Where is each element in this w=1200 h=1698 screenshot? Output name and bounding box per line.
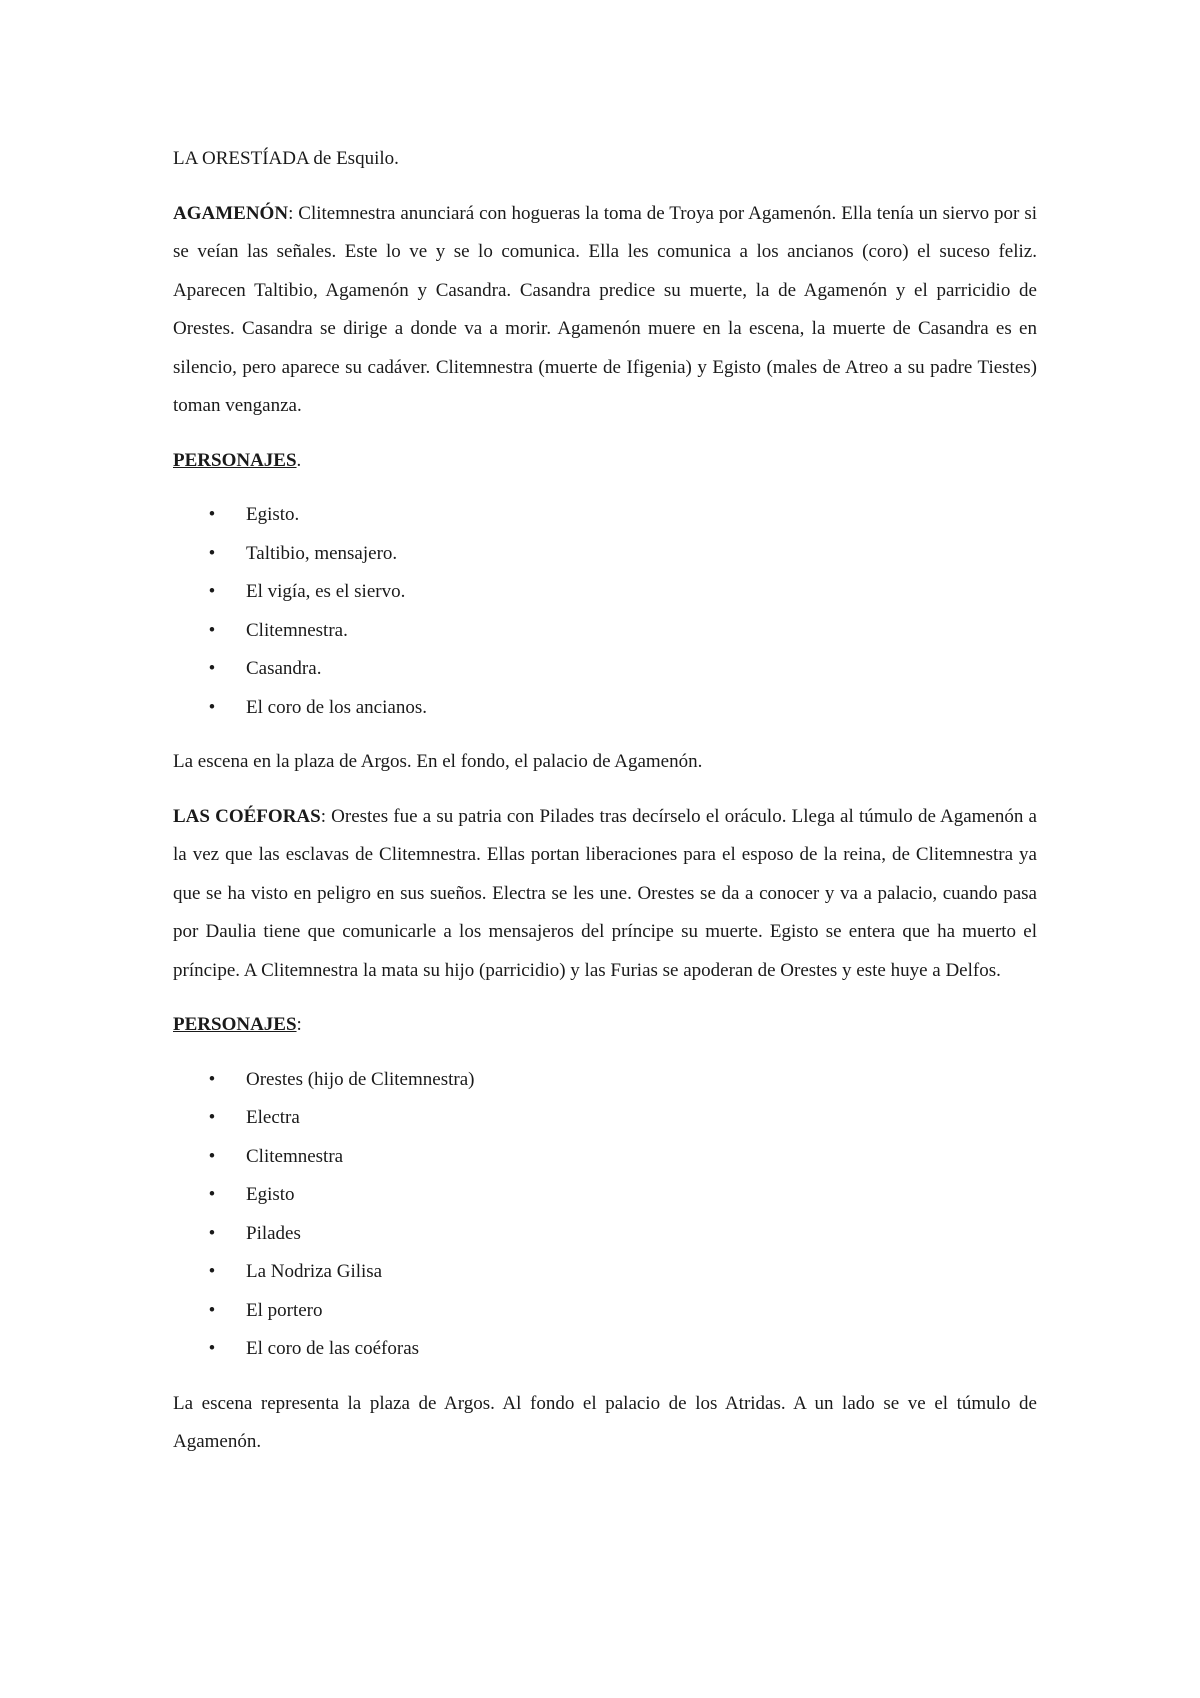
section-intro-agamenon: : Clitemnestra anunciará con hogueras la toma de Troya por Agamenón. Ella tenía un siervo por si se veían las señales. Este lo ve y se lo comunica. Ella les comunica a los ancianos (coro) el suceso feliz. Aparecen Taltibio, Agamenón y Casandra. Casandra predice su muerte, la de Agamenón y el parricidio de Orestes. Casandra se dirige a donde va a morir. Agamenón muere en la escena, la muerte de Casandra es en silencio, pero aparece su cadáver. Clitemnestra (muerte de Ifigenia) y Egisto (males de Atreo a su padre Tiestes) toman venganza. xyxy=(173,202,1037,416)
list-item xyxy=(173,573,1037,612)
document-title: LA ORESTÍADA de Esquilo. xyxy=(173,148,399,169)
character-name: El vigía, es el siervo. xyxy=(246,581,406,602)
scene-description-coeforas: La escena representa la plaza de Argos. Al fondo el palacio de los Atridas. A un lado se ve el túmulo de Agamenón. xyxy=(173,1392,1037,1452)
list-item xyxy=(173,1292,1037,1331)
character-name: Egisto. xyxy=(246,504,300,525)
list-item xyxy=(173,1176,1037,1215)
character-name: Taltibio, mensajero. xyxy=(246,542,398,564)
bullet-icon: • xyxy=(208,1261,216,1282)
list-item xyxy=(173,496,1037,535)
bullet-icon: • xyxy=(208,696,216,718)
characters-heading-row-coeforas xyxy=(173,1006,1037,1045)
character-name: Egisto xyxy=(246,1184,295,1205)
bullet-icon: • xyxy=(208,1145,216,1167)
scene-description-agamenon: La escena en la plaza de Argos. En el fondo, el palacio de Agamenón. xyxy=(173,751,703,772)
list-item xyxy=(173,1215,1037,1254)
character-name: El coro de las coéforas xyxy=(246,1338,420,1359)
character-name: Casandra. xyxy=(246,658,322,679)
character-name: Electra xyxy=(246,1107,300,1128)
characters-heading-punct-agamenon: . xyxy=(296,449,302,471)
section-intro-coeforas: : Orestes fue a su patria con Pilades tras decírselo el oráculo. Llega al túmulo de Agamenón a la vez que las esclavas de Clitemnestra. Ellas portan liberaciones para el esposo de la reina, de Clitemnestra ya que se ha visto en peligro en sus sueños. Electra se les une. Orestes se da a conocer y va a palacio, cuando pasa por Daulia tiene que comunicarle a los mensajeros del príncipe su muerte. Egisto se entera que ha muerto el príncipe. A Clitemnestra la mata su hijo (parricidio) y las Furias se apoderan de Orestes y este huye a Delfos. xyxy=(173,805,1037,981)
bullet-icon: • xyxy=(208,504,216,525)
character-name: Pilades xyxy=(246,1222,301,1244)
character-name: Clitemnestra xyxy=(246,1145,344,1167)
character-name: Orestes (hijo de Clitemnestra) xyxy=(246,1068,475,1090)
list-item xyxy=(173,1253,1037,1292)
list-item xyxy=(173,612,1037,651)
character-name: El coro de los ancianos. xyxy=(246,696,427,718)
bullet-icon: • xyxy=(208,1184,216,1205)
section-heading-coeforas: LAS COÉFORAS xyxy=(173,805,321,827)
list-item xyxy=(173,689,1037,728)
bullet-icon: • xyxy=(208,1068,216,1090)
list-item xyxy=(173,535,1037,574)
list-item xyxy=(173,1099,1037,1138)
list-item xyxy=(173,1330,1037,1369)
characters-list-coeforas xyxy=(173,1061,1037,1369)
list-item xyxy=(173,650,1037,689)
characters-heading-row-agamenon xyxy=(173,442,1037,481)
bullet-icon: • xyxy=(208,542,216,564)
character-name: La Nodriza Gilisa xyxy=(246,1261,383,1282)
bullet-icon: • xyxy=(208,581,216,602)
bullet-icon: • xyxy=(208,1299,216,1321)
list-item xyxy=(173,1138,1037,1177)
character-name: El portero xyxy=(246,1299,323,1321)
section-agamenon-summary xyxy=(173,195,1037,426)
characters-heading-coeforas: PERSONAJES xyxy=(173,1014,297,1035)
section-coeforas-summary xyxy=(173,798,1037,991)
bullet-icon: • xyxy=(208,1338,216,1359)
bullet-icon: • xyxy=(208,1222,216,1244)
bullet-icon: • xyxy=(208,658,216,679)
bullet-icon: • xyxy=(208,619,216,641)
characters-list-agamenon xyxy=(173,496,1037,727)
bullet-icon: • xyxy=(208,1107,216,1128)
document-body xyxy=(173,140,1037,1478)
section-heading-agamenon: AGAMENÓN xyxy=(173,202,289,224)
characters-heading-punct-coeforas: : xyxy=(296,1014,302,1035)
list-item xyxy=(173,1061,1037,1100)
character-name: Clitemnestra. xyxy=(246,619,348,641)
characters-heading-agamenon: PERSONAJES xyxy=(173,449,297,471)
